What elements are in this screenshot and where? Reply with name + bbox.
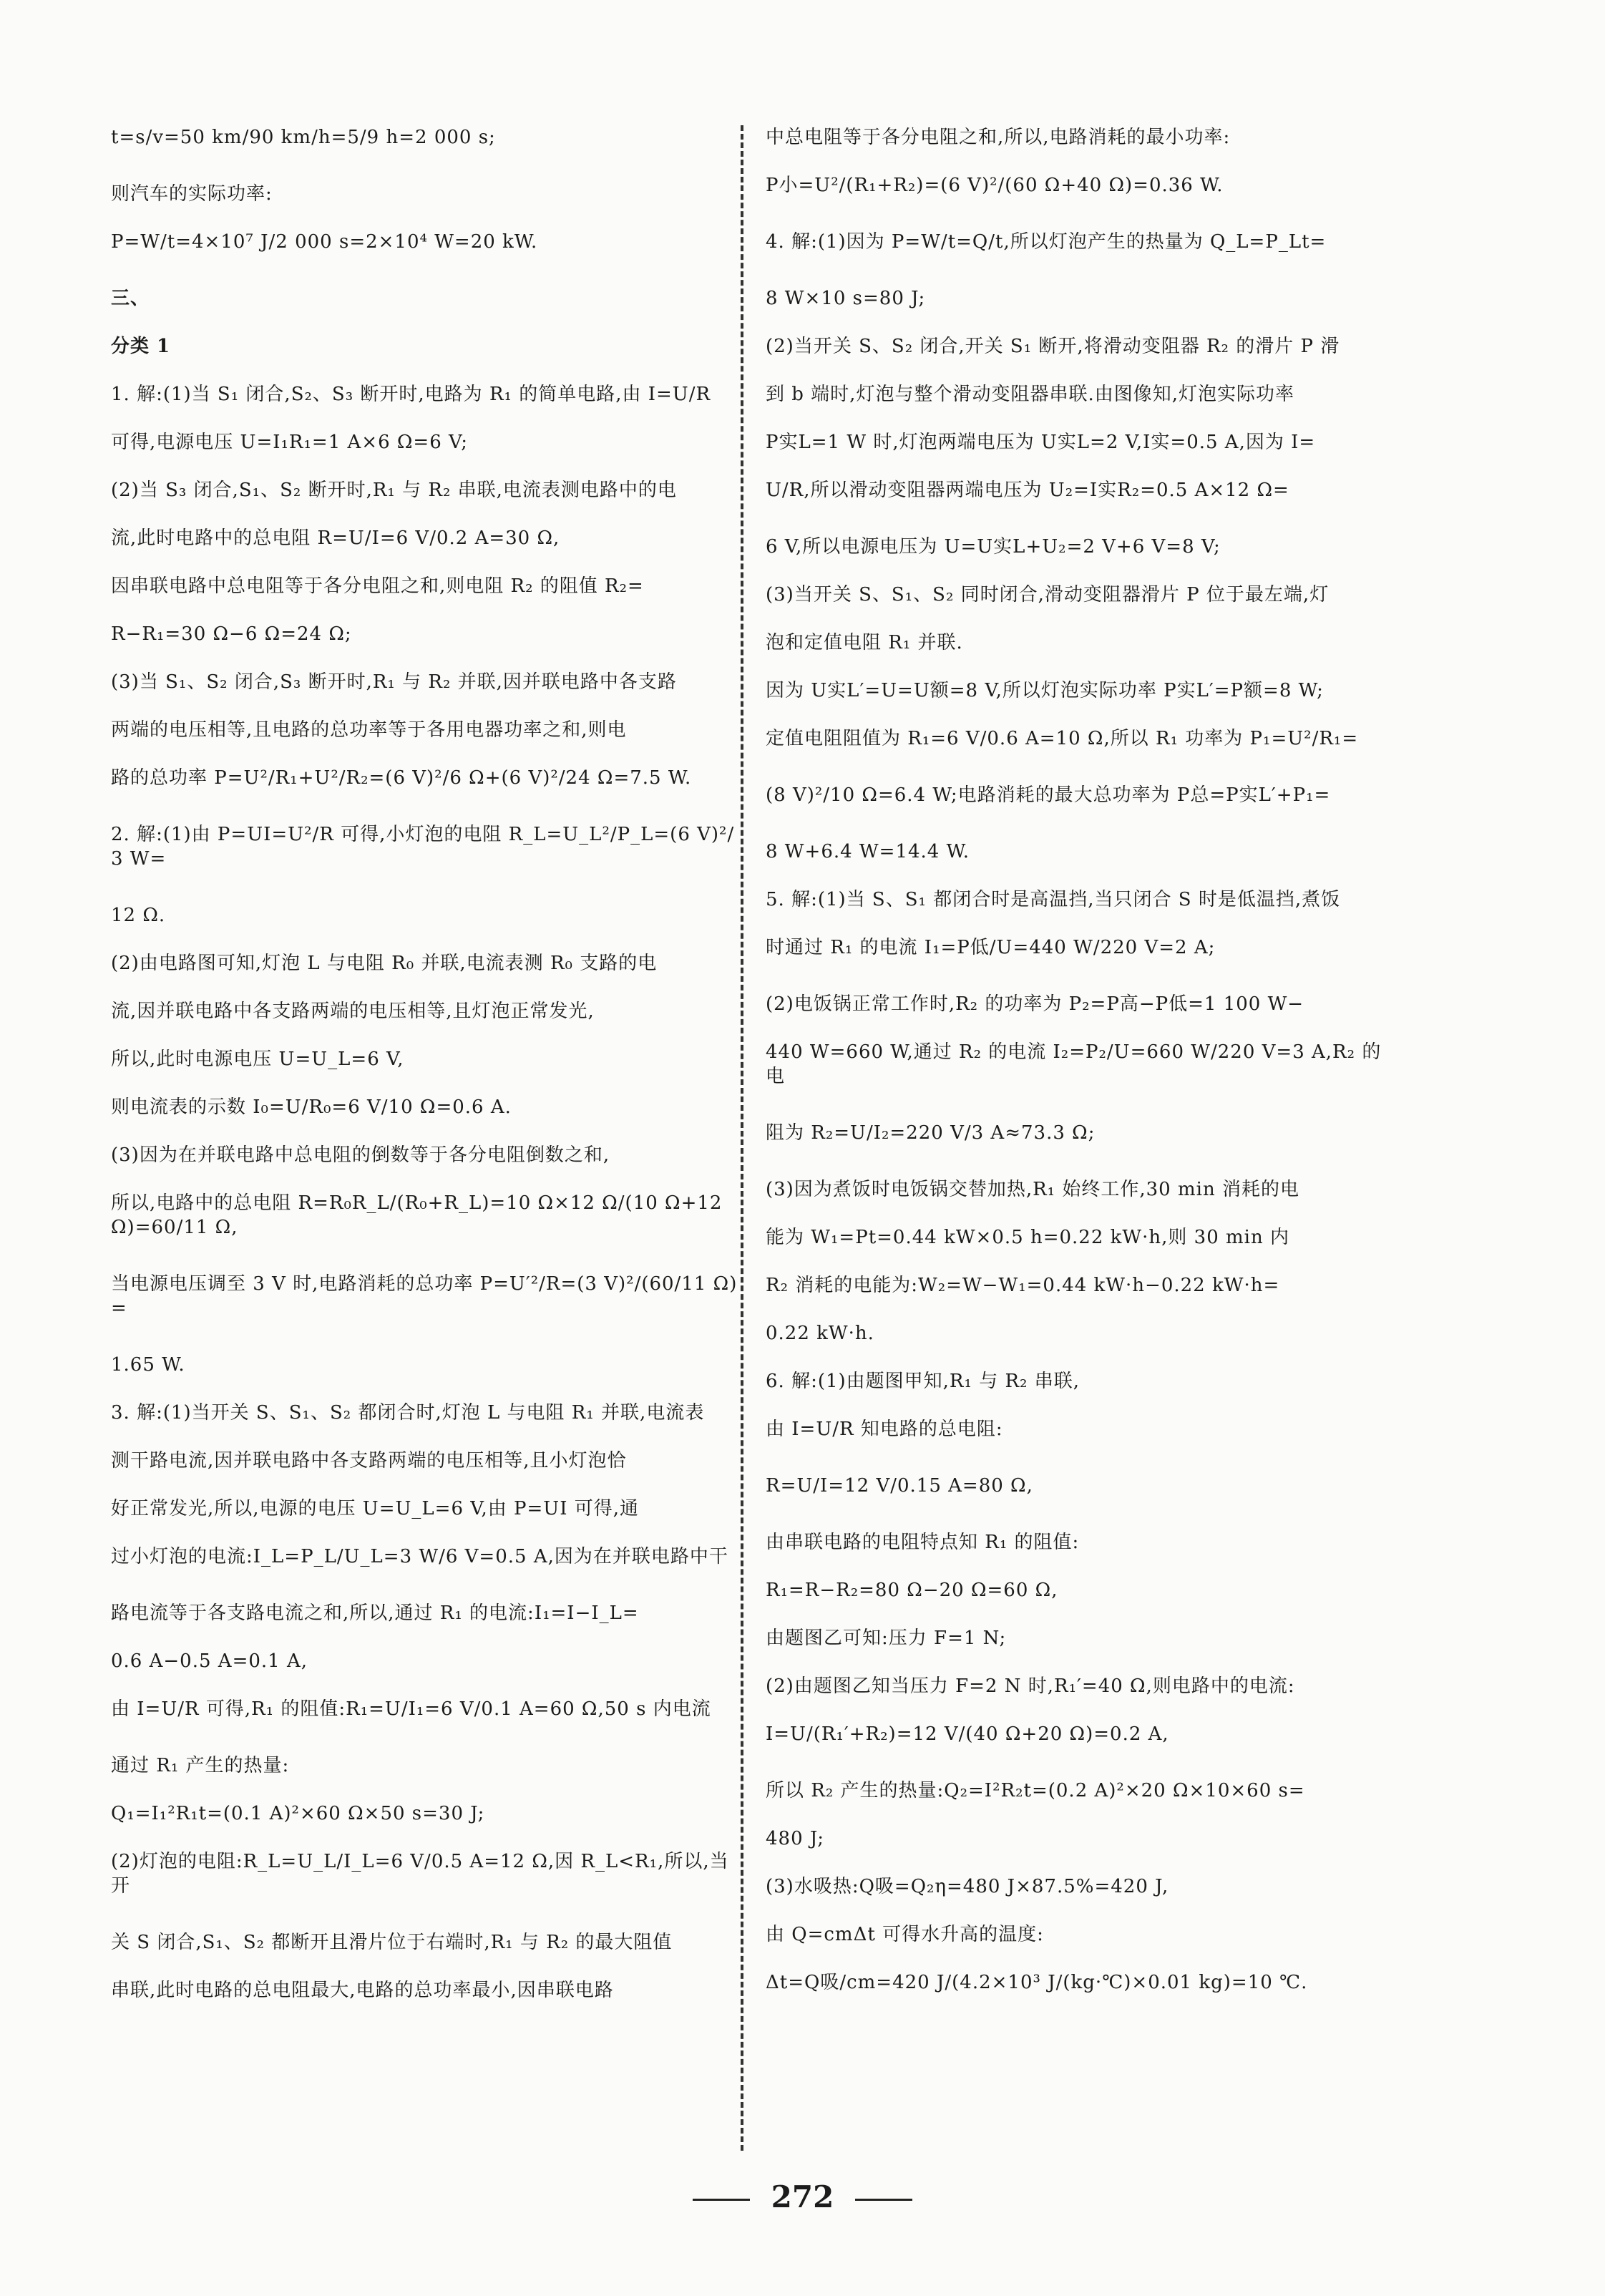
text-line: 当电源电压调至 3 V 时,电路消耗的总功率 P=U′²/R=(3 V)²/(60/11 Ω)= — [111, 1273, 738, 1319]
text-line: 三、 — [111, 288, 150, 309]
text-line: 12 Ω. — [111, 905, 166, 926]
text-line: (2)电饭锅正常工作时,R₂ 的功率为 P₂=P高−P低=1 100 W− — [766, 993, 1304, 1015]
text-line: (2)由电路图可知,灯泡 L 与电阻 R₀ 并联,电流表测 R₀ 支路的电 — [111, 953, 658, 974]
text-line: (3)因为煮饭时电饭锅交替加热,R₁ 始终工作,30 min 消耗的电 — [766, 1179, 1299, 1200]
text-line: 6 V,所以电源电压为 U=U实L+U₂=2 V+6 V=8 V; — [766, 536, 1221, 558]
text-line: (8 V)²/10 Ω=6.4 W;电路消耗的最大总功率为 P总=P实L′+P₁= — [766, 784, 1331, 806]
text-line: (3)当 S₁、S₂ 闭合,S₃ 断开时,R₁ 与 R₂ 并联,因并联电路中各支路 — [111, 671, 677, 693]
text-line: 8 W+6.4 W=14.4 W. — [766, 841, 970, 862]
left-column — [111, 125, 741, 2026]
text-line: (2)当开关 S、S₂ 闭合,开关 S₁ 断开,将滑动变阻器 R₂ 的滑片 P 滑 — [766, 336, 1340, 357]
text-line: R₂ 消耗的电能为:W₂=W−W₁=0.44 kW·h−0.22 kW·h= — [766, 1275, 1280, 1296]
text-line: 路的总功率 P=U²/R₁+U²/R₂=(6 V)²/6 Ω+(6 V)²/24 Ω=7.5 W. — [111, 767, 692, 789]
text-line: 到 b 端时,灯泡与整个滑动变阻器串联.由图像知,灯泡实际功率 — [766, 384, 1294, 405]
text-line: Q₁=I₁²R₁t=(0.1 A)²×60 Ω×50 s=30 J; — [111, 1803, 485, 1824]
page-footer — [0, 2179, 1605, 2214]
text-line: 6. 解:(1)由题图甲知,R₁ 与 R₂ 串联, — [766, 1371, 1080, 1392]
text-line: 由 Q=cmΔt 可得水升高的温度: — [766, 1924, 1044, 1945]
text-line: (3)当开关 S、S₁、S₂ 同时闭合,滑动变阻器滑片 P 位于最左端,灯 — [766, 584, 1330, 605]
text-line: 中总电阻等于各分电阻之和,所以,电路消耗的最小功率: — [766, 127, 1231, 148]
text-line: 串联,此时电路的总电阻最大,电路的总功率最小,因串联电路 — [111, 1980, 614, 2001]
text-line: t=s/v=50 km/90 km/h=5/9 h=2 000 s; — [111, 127, 496, 148]
text-line: 则汽车的实际功率: — [111, 183, 273, 205]
text-line: (2)灯泡的电阻:R_L=U_L/I_L=6 V/0.5 A=12 Ω,因 R_L<R₁,所以,当开 — [111, 1851, 729, 1897]
text-line: 3. 解:(1)当开关 S、S₁、S₂ 都闭合时,灯泡 L 与电阻 R₁ 并联,电流表 — [111, 1402, 705, 1424]
text-line: 由 I=U/R 可得,R₁ 的阻值:R₁=U/I₁=6 V/0.1 A=60 Ω,50 s 内电流 — [111, 1698, 711, 1720]
text-line: 由题图乙可知:压力 F=1 N; — [766, 1628, 1007, 1649]
text-line: 0.6 A−0.5 A=0.1 A, — [111, 1650, 308, 1672]
text-line: 由 I=U/R 知电路的总电阻: — [766, 1419, 1003, 1440]
text-line: 1.65 W. — [111, 1354, 185, 1376]
footer-dash-right — [855, 2199, 912, 2201]
text-line: 2. 解:(1)由 P=UI=U²/R 可得,小灯泡的电阻 R_L=U_L²/P_L=(6 V)²/3 W= — [111, 824, 735, 870]
text-line: 因串联电路中总电阻等于各分电阻之和,则电阻 R₂ 的阻值 R₂= — [111, 575, 644, 597]
text-line: R₁=R−R₂=80 Ω−20 Ω=60 Ω, — [766, 1580, 1058, 1601]
text-line: 流,因并联电路中各支路两端的电压相等,且灯泡正常发光, — [111, 1001, 595, 1022]
text-line: 能为 W₁=Pt=0.44 kW×0.5 h=0.22 kW·h,则 30 min 内 — [766, 1227, 1289, 1248]
text-line: 由串联电路的电阻特点知 R₁ 的阻值: — [766, 1532, 1080, 1553]
text-line: R=U/I=12 V/0.15 A=80 Ω, — [766, 1475, 1033, 1497]
text-line: (3)水吸热:Q吸=Q₂η=480 J×87.5%=420 J, — [766, 1876, 1169, 1897]
text-line: P小=U²/(R₁+R₂)=(6 V)²/(60 Ω+40 Ω)=0.36 W. — [766, 175, 1224, 196]
text-line: 440 W=660 W,通过 R₂ 的电流 I₂=P₂/U=660 W/220 V=3 A,R₂ 的电 — [766, 1041, 1382, 1087]
text-line: 时通过 R₁ 的电流 I₁=P低/U=440 W/220 V=2 A; — [766, 937, 1216, 958]
text-line: 路电流等于各支路电流之和,所以,通过 R₁ 的电流:I₁=I−I_L= — [111, 1602, 639, 1624]
text-line: 4. 解:(1)因为 P=W/t=Q/t,所以灯泡产生的热量为 Q_L=P_Lt= — [766, 231, 1327, 253]
text-line: 所以,电路中的总电阻 R=R₀R_L/(R₀+R_L)=10 Ω×12 Ω/(10 Ω+12 Ω)=60/11 Ω, — [111, 1192, 729, 1238]
text-line: U/R,所以滑动变阻器两端电压为 U₂=I实R₂=0.5 A×12 Ω= — [766, 480, 1289, 501]
text-line: 1. 解:(1)当 S₁ 闭合,S₂、S₃ 断开时,电路为 R₁ 的简单电路,由 I=U/R — [111, 384, 711, 405]
text-line: 所以,此时电源电压 U=U_L=6 V, — [111, 1049, 404, 1070]
text-line: 所以 R₂ 产生的热量:Q₂=I²R₂t=(0.2 A)²×20 Ω×10×60 s= — [766, 1780, 1305, 1801]
page-number: 272 — [771, 2179, 834, 2214]
text-line: 分类 1 — [111, 336, 171, 357]
text-line: P实L=1 W 时,灯泡两端电压为 U实L=2 V,I实=0.5 A,因为 I= — [766, 432, 1316, 453]
text-line: 通过 R₁ 产生的热量: — [111, 1755, 290, 1776]
text-line: R−R₁=30 Ω−6 Ω=24 Ω; — [111, 623, 352, 645]
text-line: 5. 解:(1)当 S、S₁ 都闭合时是高温挡,当只闭合 S 时是低温挡,煮饭 — [766, 889, 1341, 910]
text-line: 阻为 R₂=U/I₂=220 V/3 A≈73.3 Ω; — [766, 1122, 1096, 1144]
text-line: 0.22 kW·h. — [766, 1323, 874, 1344]
text-line: (2)由题图乙知当压力 F=2 N 时,R₁′=40 Ω,则电路中的电流: — [766, 1675, 1295, 1697]
footer-dash-left — [693, 2199, 750, 2201]
text-line: 两端的电压相等,且电路的总功率等于各用电器功率之和,则电 — [111, 719, 627, 741]
text-line: (3)因为在并联电路中总电阻的倒数等于各分电阻倒数之和, — [111, 1144, 610, 1166]
text-line: P=W/t=4×10⁷ J/2 000 s=2×10⁴ W=20 kW. — [111, 231, 538, 253]
right-column — [766, 125, 1395, 2027]
text-line: 好正常发光,所以,电源的电压 U=U_L=6 V,由 P=UI 可得,通 — [111, 1498, 640, 1519]
column-divider — [741, 125, 743, 2151]
text-line: 泡和定值电阻 R₁ 并联. — [766, 632, 963, 653]
text-line: (2)当 S₃ 闭合,S₁、S₂ 断开时,R₁ 与 R₂ 串联,电流表测电路中的电 — [111, 480, 677, 501]
text-line: 关 S 闭合,S₁、S₂ 都断开且滑片位于右端时,R₁ 与 R₂ 的最大阻值 — [111, 1932, 673, 1953]
text-line: 可得,电源电压 U=I₁R₁=1 A×6 Ω=6 V; — [111, 432, 468, 453]
text-line: 则电流表的示数 I₀=U/R₀=6 V/10 Ω=0.6 A. — [111, 1096, 512, 1118]
text-line: 480 J; — [766, 1828, 825, 1849]
text-line: I=U/(R₁′+R₂)=12 V/(40 Ω+20 Ω)=0.2 A, — [766, 1723, 1169, 1745]
text-line: 过小灯泡的电流:I_L=P_L/U_L=3 W/6 V=0.5 A,因为在并联电路中干 — [111, 1546, 728, 1567]
text-line: 流,此时电路中的总电阻 R=U/I=6 V/0.2 A=30 Ω, — [111, 527, 560, 549]
text-line: 测干路电流,因并联电路中各支路两端的电压相等,且小灯泡恰 — [111, 1450, 627, 1472]
text-line: 8 W×10 s=80 J; — [766, 288, 926, 309]
text-line: 定值电阻阻值为 R₁=6 V/0.6 A=10 Ω,所以 R₁ 功率为 P₁=U²/R₁= — [766, 728, 1359, 749]
text-line: 因为 U实L′=U=U额=8 V,所以灯泡实际功率 P实L′=P额=8 W; — [766, 680, 1324, 701]
text-line: Δt=Q吸/cm=420 J/(4.2×10³ J/(kg·℃)×0.01 kg)=10 ℃. — [766, 1972, 1308, 1993]
